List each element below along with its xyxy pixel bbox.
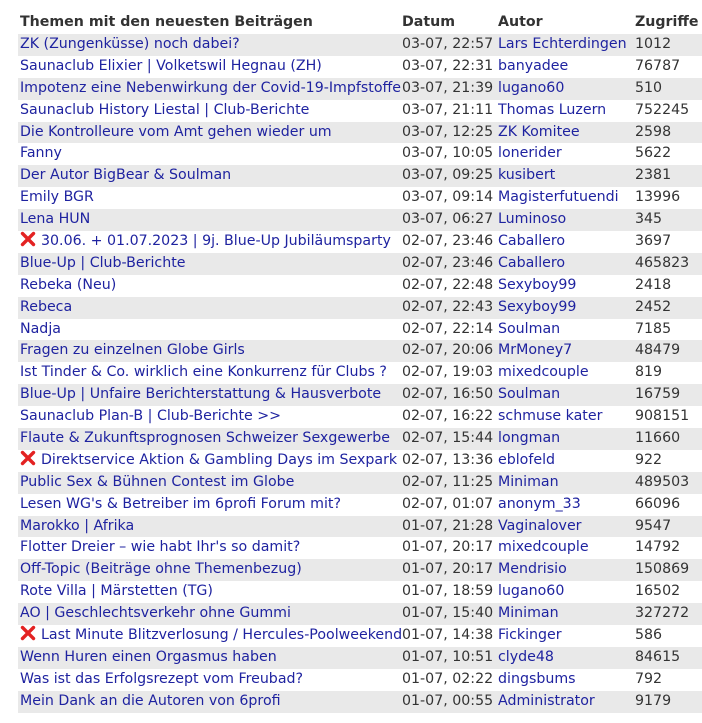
author-cell xyxy=(498,34,635,56)
author-link[interactable]: Fickinger xyxy=(498,627,562,644)
table-row xyxy=(18,78,702,100)
date-cell: 03-07, 21:39 xyxy=(402,79,494,96)
topic-link[interactable]: Last Minute Blitzverlosung / Hercules-Poolweekend xyxy=(41,627,402,644)
author-cell xyxy=(498,516,635,538)
author-cell xyxy=(498,275,635,297)
author-link[interactable]: Magisterfutuendi xyxy=(498,189,619,206)
table-row xyxy=(18,187,702,209)
table-row xyxy=(18,100,702,122)
table-row xyxy=(18,691,702,713)
header-author: Autor xyxy=(498,14,543,30)
views-cell: 510 xyxy=(635,79,663,96)
views-cell: 922 xyxy=(635,451,663,468)
author-link[interactable]: lonerider xyxy=(498,145,562,162)
topic-cell xyxy=(18,384,402,406)
topic-link[interactable]: Direktservice Aktion & Gambling Days im Sexpark xyxy=(41,451,398,468)
topic-cell xyxy=(18,516,402,538)
views-cell: 2418 xyxy=(635,276,672,293)
author-cell xyxy=(498,647,635,669)
views-cell: 465823 xyxy=(635,254,690,271)
topic-cell xyxy=(18,209,402,231)
topic-cell xyxy=(18,143,402,165)
topic-link[interactable]: Blue-Up | Unfaire Berichterstattung & Hausverbote xyxy=(20,386,382,403)
author-cell xyxy=(498,187,635,209)
views-cell: 7185 xyxy=(635,320,672,337)
views-cell: 16502 xyxy=(635,583,681,600)
author-link[interactable]: mixedcouple xyxy=(498,364,589,381)
author-link[interactable]: clyde48 xyxy=(498,648,554,665)
author-cell xyxy=(498,122,635,144)
author-cell xyxy=(498,428,635,450)
author-cell xyxy=(498,406,635,428)
table-row xyxy=(18,122,702,144)
topic-cell xyxy=(18,472,402,494)
table-row xyxy=(18,625,702,647)
topic-cell xyxy=(18,559,402,581)
author-cell xyxy=(498,340,635,362)
author-link[interactable]: lugano60 xyxy=(498,583,565,600)
table-row xyxy=(18,603,702,625)
topic-link[interactable]: ZK (Zungenküsse) noch dabei? xyxy=(20,36,240,52)
table-row xyxy=(18,143,702,165)
table-row xyxy=(18,494,702,516)
table-row xyxy=(18,384,702,406)
table-row xyxy=(18,165,702,187)
author-cell xyxy=(498,56,635,78)
author-cell xyxy=(498,603,635,625)
date-cell: 03-07, 09:14 xyxy=(402,189,494,206)
author-cell xyxy=(498,231,635,253)
author-link[interactable]: schmuse kater xyxy=(498,408,603,425)
author-link[interactable]: Lars Echterdingen xyxy=(498,36,627,52)
table-row xyxy=(18,450,702,472)
topic-cell xyxy=(18,319,402,341)
topic-cell xyxy=(18,78,402,100)
author-link[interactable]: Luminoso xyxy=(498,211,567,228)
author-link[interactable]: Sexyboy99 xyxy=(498,298,577,315)
author-cell xyxy=(498,362,635,384)
topic-cell xyxy=(18,537,402,559)
date-cell: 01-07, 18:59 xyxy=(402,583,494,600)
author-link[interactable]: Miniman xyxy=(498,473,559,490)
topic-cell xyxy=(18,231,402,253)
topic-cell xyxy=(18,428,402,450)
date-cell: 01-07, 02:22 xyxy=(402,670,494,687)
topic-link[interactable]: Marokko | Afrika xyxy=(20,517,135,534)
author-link[interactable]: ZK Komitee xyxy=(498,123,580,140)
table-row xyxy=(18,231,702,253)
views-cell: 5622 xyxy=(635,145,672,162)
views-cell: 819 xyxy=(635,364,663,381)
date-cell: 02-07, 22:48 xyxy=(402,276,494,293)
views-cell: 16759 xyxy=(635,386,681,403)
author-cell xyxy=(498,165,635,187)
table-row xyxy=(18,340,702,362)
author-cell xyxy=(498,559,635,581)
views-cell: 2452 xyxy=(635,298,672,315)
date-cell: 01-07, 20:17 xyxy=(402,539,494,556)
topic-cell xyxy=(18,450,402,472)
topic-cell xyxy=(18,691,402,713)
topic-link[interactable]: Fragen zu einzelnen Globe Girls xyxy=(20,342,245,359)
table-row xyxy=(18,559,702,581)
date-cell: 01-07, 21:28 xyxy=(402,517,494,534)
topic-cell xyxy=(18,165,402,187)
topic-cell xyxy=(18,297,402,319)
topic-link[interactable]: Rebeka (Neu) xyxy=(20,276,117,293)
author-cell xyxy=(498,319,635,341)
date-cell: 01-07, 15:40 xyxy=(402,605,494,622)
table-row xyxy=(18,56,702,78)
topic-link[interactable]: Lena HUN xyxy=(20,211,91,228)
author-cell xyxy=(498,669,635,691)
author-link[interactable]: Mendrisio xyxy=(498,561,567,578)
topic-cell xyxy=(18,581,402,603)
topic-cell xyxy=(18,253,402,275)
views-cell: 11660 xyxy=(635,430,681,447)
table-row xyxy=(18,275,702,297)
topic-link[interactable]: Der Autor BigBear & Soulman xyxy=(20,167,232,184)
author-cell xyxy=(498,472,635,494)
topic-link[interactable]: Mein Dank an die Autoren von 6profi xyxy=(20,692,281,709)
topic-cell xyxy=(18,669,402,691)
date-cell: 01-07, 10:51 xyxy=(402,648,494,665)
views-cell: 327272 xyxy=(635,605,690,622)
author-link[interactable]: Soulman xyxy=(498,386,561,403)
header-title: Themen mit den neuesten Beiträgen xyxy=(20,14,313,30)
topic-link[interactable]: Rebeca xyxy=(20,298,73,315)
table-row xyxy=(18,34,702,56)
date-cell: 02-07, 16:50 xyxy=(402,386,494,403)
views-cell: 14792 xyxy=(635,539,681,556)
views-cell: 586 xyxy=(635,627,663,644)
date-cell: 02-07, 11:25 xyxy=(402,473,494,490)
author-cell xyxy=(498,253,635,275)
table-row xyxy=(18,319,702,341)
views-cell: 752245 xyxy=(635,101,690,118)
author-cell xyxy=(498,143,635,165)
topic-cell xyxy=(18,647,402,669)
views-cell: 2381 xyxy=(635,167,672,184)
views-cell: 1012 xyxy=(635,36,672,52)
author-link[interactable]: mixedcouple xyxy=(498,539,589,556)
views-cell: 3697 xyxy=(635,233,672,250)
topic-link[interactable]: Flotter Dreier – wie habt Ihr's so damit? xyxy=(20,539,301,556)
date-cell: 03-07, 22:31 xyxy=(402,57,494,74)
date-cell: 03-07, 22:57 xyxy=(402,36,494,52)
topic-link[interactable]: 30.06. + 01.07.2023 | 9j. Blue-Up Jubiläumsparty xyxy=(41,233,391,250)
author-link[interactable]: eblofeld xyxy=(498,451,556,468)
views-cell: 76787 xyxy=(635,57,681,74)
date-cell: 02-07, 23:46 xyxy=(402,233,494,250)
views-cell: 908151 xyxy=(635,408,690,425)
topic-link[interactable]: Blue-Up | Club-Berichte xyxy=(20,254,186,271)
date-cell: 03-07, 10:05 xyxy=(402,145,494,162)
author-link[interactable]: Soulman xyxy=(498,320,561,337)
red-x-icon xyxy=(20,625,36,641)
latest-topics-table xyxy=(18,10,702,723)
topic-link[interactable]: Was ist das Erfolgsrezept vom Freubad? xyxy=(20,670,304,687)
topic-cell xyxy=(18,406,402,428)
topic-link[interactable]: Ist Tinder & Co. wirklich eine Konkurrenz für Clubs ? xyxy=(20,364,387,381)
topic-link[interactable]: Saunaclub Plan-B | Club-Berichte >> xyxy=(20,408,282,425)
date-cell: 01-07, 00:55 xyxy=(402,692,494,709)
author-cell xyxy=(498,450,635,472)
topic-link[interactable]: Wenn Huren einen Orgasmus haben xyxy=(20,648,277,665)
topic-cell xyxy=(18,275,402,297)
date-cell: 02-07, 22:43 xyxy=(402,298,494,315)
author-link[interactable]: kusibert xyxy=(498,167,556,184)
red-x-icon xyxy=(20,231,36,247)
author-link[interactable]: Administrator xyxy=(498,692,595,709)
topic-cell xyxy=(18,100,402,122)
author-link[interactable]: longman xyxy=(498,430,561,447)
author-link[interactable]: Caballero xyxy=(498,233,566,250)
date-cell: 01-07, 14:38 xyxy=(402,627,494,644)
author-cell xyxy=(498,625,635,647)
author-link[interactable]: Miniman xyxy=(498,605,559,622)
topic-cell xyxy=(18,362,402,384)
topic-cell xyxy=(18,603,402,625)
author-cell xyxy=(498,100,635,122)
topic-link[interactable]: Rote Villa | Märstetten (TG) xyxy=(20,583,213,600)
topic-cell xyxy=(18,494,402,516)
table-row xyxy=(18,428,702,450)
topic-link[interactable]: Off-Topic (Beiträge ohne Themenbezug) xyxy=(20,561,302,578)
topic-link[interactable]: Emily BGR xyxy=(20,189,94,206)
topic-link[interactable]: Fanny xyxy=(20,145,62,162)
author-link[interactable]: Vaginalover xyxy=(498,517,582,534)
views-cell: 150869 xyxy=(635,561,690,578)
date-cell: 02-07, 01:07 xyxy=(402,495,494,512)
header-views: Zugriffe xyxy=(635,14,699,30)
table-row xyxy=(18,472,702,494)
views-cell: 9179 xyxy=(635,692,672,709)
red-x-icon xyxy=(20,450,36,466)
topic-link[interactable]: Saunaclub History Liestal | Club-Berichte xyxy=(20,101,310,118)
author-link[interactable]: anonym_33 xyxy=(498,495,581,512)
header-date: Datum xyxy=(402,14,456,30)
table-row xyxy=(18,647,702,669)
views-cell: 489503 xyxy=(635,473,690,490)
table-row xyxy=(18,537,702,559)
topic-link[interactable]: Flaute & Zukunftsprognosen Schweizer Sexgewerbe xyxy=(20,430,390,447)
table-row xyxy=(18,253,702,275)
author-cell xyxy=(498,297,635,319)
topic-link[interactable]: Public Sex & Bühnen Contest im Globe xyxy=(20,473,295,490)
author-link[interactable]: Thomas Luzern xyxy=(498,101,607,118)
views-cell: 84615 xyxy=(635,648,681,665)
date-cell: 02-07, 22:14 xyxy=(402,320,494,337)
topic-link[interactable]: Die Kontrolleure vom Amt gehen wieder um xyxy=(20,123,332,140)
table-row xyxy=(18,362,702,384)
topic-link[interactable]: Lesen WG's & Betreiber im 6profi Forum mit? xyxy=(20,495,341,512)
author-cell xyxy=(498,209,635,231)
table-row xyxy=(18,406,702,428)
date-cell: 03-07, 12:25 xyxy=(402,123,494,140)
date-cell: 02-07, 20:06 xyxy=(402,342,494,359)
author-cell xyxy=(498,494,635,516)
topic-link[interactable]: AO | Geschlechtsverkehr ohne Gummi xyxy=(20,605,291,622)
views-cell: 48479 xyxy=(635,342,681,359)
views-cell: 9547 xyxy=(635,517,672,534)
table-row xyxy=(18,581,702,603)
author-link[interactable]: banyadee xyxy=(498,57,569,74)
topic-cell xyxy=(18,625,402,647)
author-link[interactable]: MrMoney7 xyxy=(498,342,573,359)
date-cell: 02-07, 15:44 xyxy=(402,430,494,447)
table-row xyxy=(18,209,702,231)
views-cell: 2598 xyxy=(635,123,672,140)
topic-cell xyxy=(18,187,402,209)
date-cell: 02-07, 13:36 xyxy=(402,451,494,468)
views-cell: 13996 xyxy=(635,189,681,206)
topic-cell xyxy=(18,34,402,56)
topic-link[interactable]: Saunaclub Elixier | Volketswil Hegnau (ZH) xyxy=(20,57,322,74)
date-cell: 02-07, 16:22 xyxy=(402,408,494,425)
author-link[interactable]: dingsbums xyxy=(498,670,576,687)
views-cell: 66096 xyxy=(635,495,681,512)
author-link[interactable]: lugano60 xyxy=(498,79,565,96)
topic-cell xyxy=(18,340,402,362)
date-cell: 03-07, 06:27 xyxy=(402,211,494,228)
author-cell xyxy=(498,537,635,559)
table-row xyxy=(18,516,702,538)
author-cell xyxy=(498,78,635,100)
author-cell xyxy=(498,691,635,713)
table-body xyxy=(18,34,702,713)
table-row xyxy=(18,669,702,691)
topic-cell xyxy=(18,56,402,78)
views-cell: 345 xyxy=(635,211,663,228)
date-cell: 02-07, 19:03 xyxy=(402,364,494,381)
author-link[interactable]: Caballero xyxy=(498,254,566,271)
date-cell: 03-07, 21:11 xyxy=(402,101,494,118)
topic-link[interactable]: Nadja xyxy=(20,320,61,337)
table-header xyxy=(18,10,702,34)
topic-cell xyxy=(18,122,402,144)
date-cell: 03-07, 09:25 xyxy=(402,167,494,184)
topic-link[interactable]: Impotenz eine Nebenwirkung der Covid-19-Impfstoffe xyxy=(20,79,401,96)
table-cutoff xyxy=(18,713,702,723)
author-cell xyxy=(498,384,635,406)
date-cell: 02-07, 23:46 xyxy=(402,254,494,271)
author-cell xyxy=(498,581,635,603)
views-cell: 792 xyxy=(635,670,663,687)
date-cell: 01-07, 20:17 xyxy=(402,561,494,578)
author-link[interactable]: Sexyboy99 xyxy=(498,276,577,293)
table-row xyxy=(18,297,702,319)
